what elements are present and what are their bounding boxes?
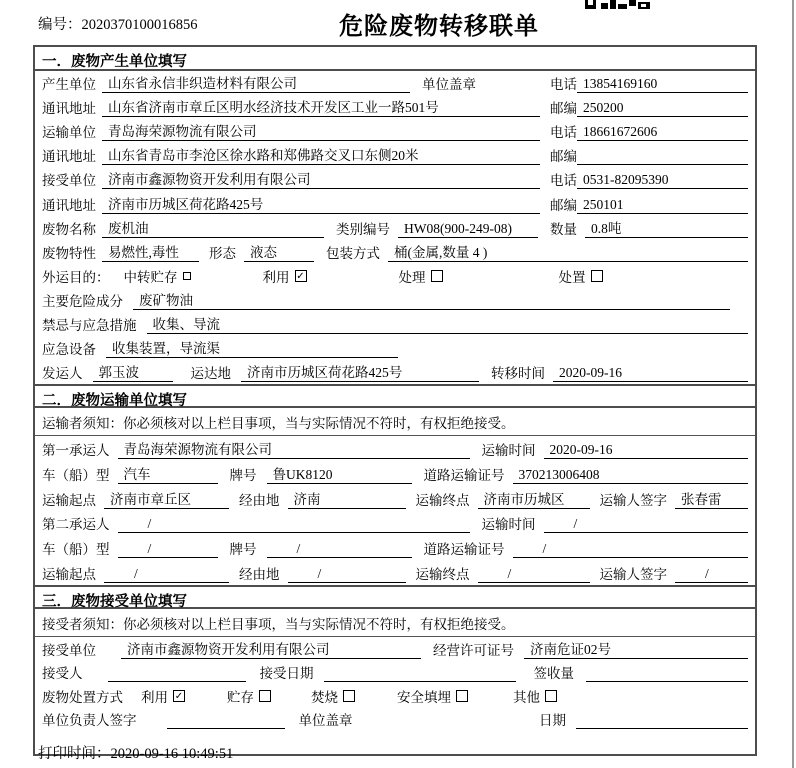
route-end-label: 运输终点 xyxy=(415,567,470,582)
row-vehicle1 xyxy=(35,461,755,486)
carrier2-label: 第二承运人 xyxy=(42,517,110,533)
row-taboo-measures xyxy=(35,312,755,336)
carrier2-value: / xyxy=(118,516,470,533)
row-emergency-equipment xyxy=(35,336,755,360)
section-transporter xyxy=(35,384,755,585)
section-receiver xyxy=(35,585,755,731)
hazard-components-label: 主要危险成分 xyxy=(42,293,123,309)
zip-label: 邮编 xyxy=(550,197,577,213)
purpose-label: 外运目的： xyxy=(42,269,110,285)
emergency-equipment-value: 收集装置，导流渠 xyxy=(106,337,398,358)
accept-date-label: 接受日期 xyxy=(259,666,314,682)
waste-traits-value: 易燃性,毒性 xyxy=(102,241,199,262)
route2-sign-value: / xyxy=(675,566,748,583)
checkbox-transit-storage xyxy=(183,272,191,280)
route2-via-value: / xyxy=(288,566,406,583)
quantity-value: 0.8吨 xyxy=(585,217,748,238)
receiver-notice: 接受者须知：你必须核对以上栏目事项，当与实际情况不符时，有权拒绝接受。 xyxy=(35,609,755,637)
plate-label: 牌号 xyxy=(229,542,257,558)
option-incinerate-label: 焚烧 xyxy=(311,689,338,705)
destination-value: 济南市历城区荷花路425号 xyxy=(241,361,479,382)
serial-label: 编号： xyxy=(38,17,82,33)
date-label: 日期 xyxy=(539,713,566,729)
checkbox-disposal-utilize: ✓ xyxy=(174,690,184,702)
packaging-label: 包装方式 xyxy=(326,245,380,261)
vehicle-type-label: 车（船）型 xyxy=(42,467,110,483)
license-label: 经营许可证号 xyxy=(433,642,514,658)
generator-zip-value: 250200 xyxy=(577,100,748,117)
vehicle2-permit-value: / xyxy=(513,541,749,558)
receiver-zip-value: 250101 xyxy=(577,197,748,214)
waste-traits-label: 废物特性 xyxy=(42,245,96,261)
packaging-value: 桶(金属,数量 4 ) xyxy=(388,241,748,262)
option-other-label: 其他 xyxy=(513,689,540,705)
row-vehicle2 xyxy=(35,535,755,560)
row-generator xyxy=(35,71,755,95)
signed-quantity-label: 签收量 xyxy=(533,666,574,682)
route1-start-value: 济南市章丘区 xyxy=(104,488,229,509)
manifest-form-box xyxy=(33,45,757,756)
responsible-sign-label: 单位负责人签字 xyxy=(42,713,137,729)
route1-end-value: 济南市历城区 xyxy=(478,488,590,509)
receiver-value: 济南市鑫源物资开发利用有限公司 xyxy=(102,168,540,189)
transfer-time-label: 转移时间 xyxy=(491,366,545,382)
option-utilize-label: 利用 xyxy=(141,689,168,705)
plate-label: 牌号 xyxy=(229,467,257,483)
form-value: 液态 xyxy=(244,241,314,262)
signed-quantity-value xyxy=(586,665,748,682)
disposal-method-label: 废物处置方式 xyxy=(42,689,123,705)
date-value xyxy=(576,712,748,729)
waste-code-value: HW08(900-249-08) xyxy=(398,221,538,238)
address-label: 通讯地址 xyxy=(42,149,96,165)
unit-seal-label: 单位盖章 xyxy=(298,713,353,729)
row-dispatch xyxy=(35,360,755,384)
carrier1-label: 第一承运人 xyxy=(42,443,110,459)
destination-label: 运达地 xyxy=(190,366,231,382)
qr-code-partial-icon xyxy=(585,0,655,9)
route1-sign-value: 张春雷 xyxy=(675,488,748,509)
road-permit-label: 道路运输证号 xyxy=(423,467,505,483)
license-value: 济南危证02号 xyxy=(524,638,748,659)
row-route1 xyxy=(35,486,755,511)
transporter-zip-value xyxy=(577,148,748,165)
transporter-phone-value: 18661672606 xyxy=(577,124,748,141)
option-storage-label: 贮存 xyxy=(227,689,254,705)
option-transit-storage-label: 中转贮存 xyxy=(123,269,178,285)
row-receiving-unit xyxy=(35,637,755,661)
hazard-components-value: 废矿物油 xyxy=(133,289,730,310)
taboo-measures-label: 禁忌与应急措施 xyxy=(42,318,137,334)
carrier-sign-label: 运输人签字 xyxy=(599,567,667,582)
receiving-unit-label: 接受单位 xyxy=(42,642,96,658)
dispatcher-value: 郭玉波 xyxy=(93,361,173,382)
phone-label: 电话 xyxy=(550,125,577,141)
print-time-value: 2020-09-16 10:49:51 xyxy=(110,746,234,762)
carrier2-time-value: / xyxy=(544,516,749,533)
waste-name-label: 废物名称 xyxy=(42,221,96,237)
section-generator xyxy=(35,47,755,384)
vehicle1-permit-value: 370213006408 xyxy=(513,467,749,484)
emergency-equipment-label: 应急设备 xyxy=(42,342,96,358)
carrier1-value: 青岛海荣源物流有限公司 xyxy=(118,438,470,459)
transfer-time-value: 2020-09-16 xyxy=(553,365,748,382)
checkbox-disposal-incinerate xyxy=(343,690,355,702)
row-receiver-address xyxy=(35,191,755,215)
quantity-label: 数量 xyxy=(550,221,577,237)
vehicle-type-label: 车（船）型 xyxy=(42,542,110,558)
row-transporter xyxy=(35,119,755,143)
row-carrier1 xyxy=(35,436,755,461)
route2-start-value: / xyxy=(104,566,229,583)
row-receiver xyxy=(35,167,755,191)
checkbox-dispose xyxy=(591,270,603,282)
option-utilize-label: 利用 xyxy=(262,269,290,285)
zip-label: 邮编 xyxy=(550,149,577,165)
option-landfill-label: 安全填埋 xyxy=(397,689,451,705)
section2-heading: 二．废物运输单位填写 xyxy=(35,384,755,408)
serial-number: 2020370100016856 xyxy=(81,17,198,33)
row-generator-address xyxy=(35,95,755,119)
phone-label: 电话 xyxy=(550,77,577,93)
address-label: 通讯地址 xyxy=(42,101,96,117)
receiver-label: 接受单位 xyxy=(42,173,96,189)
checkbox-disposal-other xyxy=(545,690,557,702)
page-title: 危险废物转移联单 xyxy=(339,14,539,40)
transporter-address-value: 山东省青岛市李沧区徐水路和郑佛路交叉口东侧20米 xyxy=(102,144,540,165)
accept-date-value xyxy=(324,665,516,682)
waste-name-value: 废机油 xyxy=(102,217,324,238)
acceptor-label: 接受人 xyxy=(42,666,83,682)
page-right-edge xyxy=(792,0,794,768)
transporter-label: 运输单位 xyxy=(42,125,96,141)
checkbox-treat xyxy=(431,270,443,282)
print-time-line xyxy=(38,742,233,763)
generator-phone-value: 13854169160 xyxy=(577,76,748,93)
row-waste-traits xyxy=(35,240,755,264)
row-acceptance xyxy=(35,661,755,685)
route-start-label: 运输起点 xyxy=(42,492,96,508)
row-waste-name xyxy=(35,216,755,240)
checkbox-disposal-landfill xyxy=(456,690,468,702)
road-permit-label: 道路运输证号 xyxy=(423,542,505,558)
transporter-notice: 运输者须知：你必须核对以上栏目事项，当与实际情况不符时，有权拒绝接受。 xyxy=(35,408,755,436)
row-transfer-purpose xyxy=(35,264,755,288)
generator-label: 产生单位 xyxy=(42,77,96,93)
row-route2 xyxy=(35,560,755,585)
checkbox-disposal-storage xyxy=(259,690,271,702)
row-transporter-address xyxy=(35,143,755,167)
checkbox-utilize: ✓ xyxy=(296,270,305,282)
taboo-measures-value: 收集、导流 xyxy=(147,313,749,334)
route-via-label: 经由地 xyxy=(239,567,280,582)
vehicle2-plate-value: / xyxy=(267,541,412,558)
generator-address-value: 山东省济南市章丘区明水经济技术开发区工业一路501号 xyxy=(102,96,540,117)
phone-label: 电话 xyxy=(550,173,577,189)
section1-heading: 一．废物产生单位填写 xyxy=(35,47,755,71)
waste-code-label: 类别编号 xyxy=(336,221,390,237)
route2-end-value: / xyxy=(478,566,590,583)
row-disposal-method xyxy=(35,684,755,708)
dispatcher-label: 发运人 xyxy=(42,366,83,382)
responsible-sign-value xyxy=(167,712,285,729)
address-label: 通讯地址 xyxy=(42,197,96,213)
transporter-value: 青岛海荣源物流有限公司 xyxy=(102,120,540,141)
row-carrier2 xyxy=(35,511,755,536)
vehicle1-type-value: 汽车 xyxy=(118,463,218,484)
option-treat-label: 处理 xyxy=(398,269,426,285)
transport-time-label: 运输时间 xyxy=(481,443,536,459)
transport-time-label: 运输时间 xyxy=(481,517,536,533)
receiver-address-value: 济南市历城区荷花路425号 xyxy=(102,193,540,214)
row-responsible-signature xyxy=(35,708,755,732)
print-time-label: 打印时间： xyxy=(38,746,111,762)
zip-label: 邮编 xyxy=(550,101,577,117)
carrier-sign-label: 运输人签字 xyxy=(599,492,667,508)
option-dispose-label: 处置 xyxy=(558,269,586,285)
row-hazard-components xyxy=(35,288,755,312)
vehicle2-type-value: / xyxy=(118,541,218,558)
route1-via-value: 济南 xyxy=(288,488,406,509)
route-via-label: 经由地 xyxy=(239,492,280,508)
generator-value: 山东省永信非织造材料有限公司 xyxy=(102,72,410,93)
receiving-unit-value: 济南市鑫源物资开发利用有限公司 xyxy=(121,638,421,659)
form-label: 形态 xyxy=(209,245,236,261)
route-start-label: 运输起点 xyxy=(42,567,96,582)
unit-seal-label: 单位盖章 xyxy=(422,77,476,93)
vehicle1-plate-value: 鲁UK8120 xyxy=(267,463,412,484)
route-end-label: 运输终点 xyxy=(415,492,470,508)
acceptor-value xyxy=(108,665,246,682)
section3-heading: 三．废物接受单位填写 xyxy=(35,585,755,609)
receiver-phone-value: 0531-82095390 xyxy=(577,172,748,189)
carrier1-time-value: 2020-09-16 xyxy=(544,442,749,459)
